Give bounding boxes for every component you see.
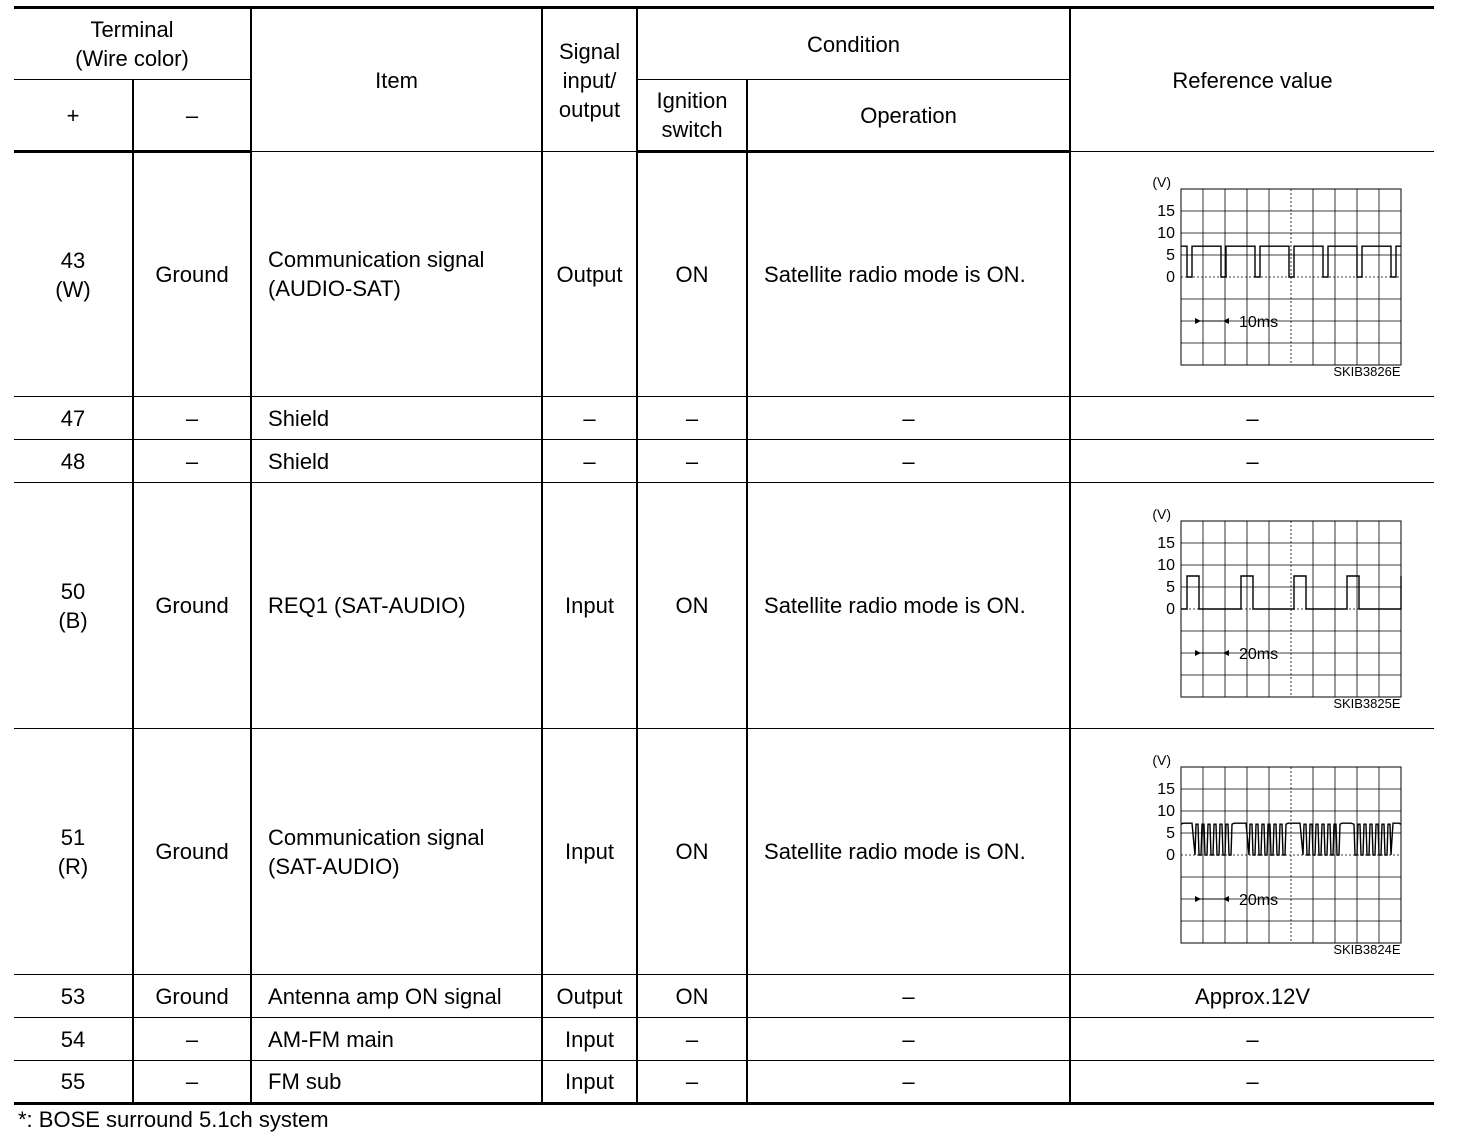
table-row xyxy=(14,152,1434,397)
terminal-minus: – xyxy=(133,1018,251,1061)
signal-cell: Output xyxy=(542,152,637,397)
header-condition: Condition xyxy=(637,8,1070,80)
operation-cell: – xyxy=(747,1018,1070,1061)
terminal-plus: 50 (B) xyxy=(14,483,133,729)
header-minus: – xyxy=(133,80,251,152)
arrow-head xyxy=(1195,650,1201,656)
item-cell: Shield xyxy=(251,440,542,483)
header-plus: + xyxy=(14,80,133,152)
arrow-head xyxy=(1223,896,1229,902)
oscilloscope-chart xyxy=(1103,745,1403,959)
signal-cell: – xyxy=(542,397,637,440)
figure-code: SKIB3824E xyxy=(1333,941,1401,957)
y-tick-label: 15 xyxy=(1156,203,1175,220)
terminal-minus: – xyxy=(133,1061,251,1104)
ignition-cell: ON xyxy=(637,729,747,975)
signal-cell: Input xyxy=(542,483,637,729)
header-signal-io: Signal input/ output xyxy=(542,8,637,152)
y-tick-label: 15 xyxy=(1156,780,1175,798)
ignition-cell: – xyxy=(637,440,747,483)
y-tick-label: 5 xyxy=(1165,247,1175,264)
signal-cell: Input xyxy=(542,1018,637,1061)
unit-label: (V) xyxy=(1151,751,1171,768)
table-row xyxy=(14,975,1434,1018)
operation-cell: – xyxy=(747,440,1070,483)
operation-cell: Satellite radio mode is ON. xyxy=(747,729,1070,975)
y-tick-label: 0 xyxy=(1165,600,1175,618)
waveform-figure xyxy=(1103,745,1403,959)
reference-cell: – xyxy=(1070,1018,1434,1061)
table-row xyxy=(14,397,1434,440)
operation-cell: Satellite radio mode is ON. xyxy=(747,152,1070,397)
oscilloscope-chart xyxy=(1103,499,1403,713)
terminal-minus: Ground xyxy=(133,483,251,729)
item-cell: Communication signal (SAT-AUDIO) xyxy=(251,729,542,975)
header-operation: Operation xyxy=(747,80,1070,152)
figure-code: SKIB3825E xyxy=(1333,695,1401,711)
reference-cell xyxy=(1070,483,1434,729)
header-reference-value: Reference value xyxy=(1070,8,1434,152)
terminal-plus: 51 (R) xyxy=(14,729,133,975)
figure-code: SKIB3826E xyxy=(1333,364,1401,379)
reference-cell: – xyxy=(1070,1061,1434,1104)
item-cell: Shield xyxy=(251,397,542,440)
terminal-minus: Ground xyxy=(133,729,251,975)
unit-label: (V) xyxy=(1151,505,1171,522)
item-cell: REQ1 (SAT-AUDIO) xyxy=(251,483,542,729)
terminal-minus: Ground xyxy=(133,152,251,397)
y-tick-label: 5 xyxy=(1165,578,1175,596)
arrow-head xyxy=(1195,318,1201,324)
arrow-head xyxy=(1223,650,1229,656)
table-row xyxy=(14,483,1434,729)
y-tick-label: 15 xyxy=(1156,534,1175,552)
waveform-figure xyxy=(1103,167,1403,381)
operation-cell: – xyxy=(747,1061,1070,1104)
header-item: Item xyxy=(251,8,542,152)
item-cell: Antenna amp ON signal xyxy=(251,975,542,1018)
footnote: *: BOSE surround 5.1ch system xyxy=(18,1107,329,1132)
operation-cell: – xyxy=(747,397,1070,440)
operation-cell: – xyxy=(747,975,1070,1018)
ignition-cell: – xyxy=(637,1018,747,1061)
header-terminal: Terminal (Wire color) xyxy=(14,8,251,80)
y-tick-label: 0 xyxy=(1165,269,1175,286)
unit-label: (V) xyxy=(1151,174,1171,190)
terminal-plus: 48 xyxy=(14,440,133,483)
header-ignition-switch: Ignition switch xyxy=(637,80,747,152)
terminal-plus: 54 xyxy=(14,1018,133,1061)
ignition-cell: ON xyxy=(637,975,747,1018)
terminal-minus: Ground xyxy=(133,975,251,1018)
y-tick-label: 10 xyxy=(1156,225,1175,242)
time-div-label: 10ms xyxy=(1238,314,1278,331)
terminal-plus: 55 xyxy=(14,1061,133,1104)
y-tick-label: 5 xyxy=(1165,824,1175,842)
table-row xyxy=(14,729,1434,975)
y-tick-label: 10 xyxy=(1156,556,1175,574)
table-row xyxy=(14,1061,1434,1104)
time-div-label: 20ms xyxy=(1238,891,1278,909)
terminal-minus: – xyxy=(133,397,251,440)
terminal-plus: 47 xyxy=(14,397,133,440)
arrow-head xyxy=(1223,318,1229,324)
terminal-plus: 43 (W) xyxy=(14,152,133,397)
item-cell: FM sub xyxy=(251,1061,542,1104)
signal-cell: Input xyxy=(542,729,637,975)
ignition-cell: – xyxy=(637,397,747,440)
operation-cell: Satellite radio mode is ON. xyxy=(747,483,1070,729)
signal-cell: Input xyxy=(542,1061,637,1104)
y-tick-label: 10 xyxy=(1156,802,1175,820)
reference-cell: – xyxy=(1070,440,1434,483)
terminal-minus: – xyxy=(133,440,251,483)
reference-cell: Approx.12V xyxy=(1070,975,1434,1018)
table-row xyxy=(14,1018,1434,1061)
ignition-cell: – xyxy=(637,1061,747,1104)
item-cell: AM-FM main xyxy=(251,1018,542,1061)
reference-cell xyxy=(1070,729,1434,975)
terminal-spec-table xyxy=(14,6,1434,1105)
oscilloscope-chart xyxy=(1103,167,1403,381)
ignition-cell: ON xyxy=(637,483,747,729)
waveform-trace xyxy=(1181,576,1401,609)
arrow-head xyxy=(1195,896,1201,902)
terminal-plus: 53 xyxy=(14,975,133,1018)
ignition-cell: ON xyxy=(637,152,747,397)
waveform-figure xyxy=(1103,499,1403,713)
reference-cell xyxy=(1070,152,1434,397)
item-cell: Communication signal (AUDIO-SAT) xyxy=(251,152,542,397)
table-row xyxy=(14,440,1434,483)
y-tick-label: 0 xyxy=(1165,846,1175,864)
signal-cell: – xyxy=(542,440,637,483)
signal-cell: Output xyxy=(542,975,637,1018)
time-div-label: 20ms xyxy=(1238,645,1278,663)
reference-cell: – xyxy=(1070,397,1434,440)
